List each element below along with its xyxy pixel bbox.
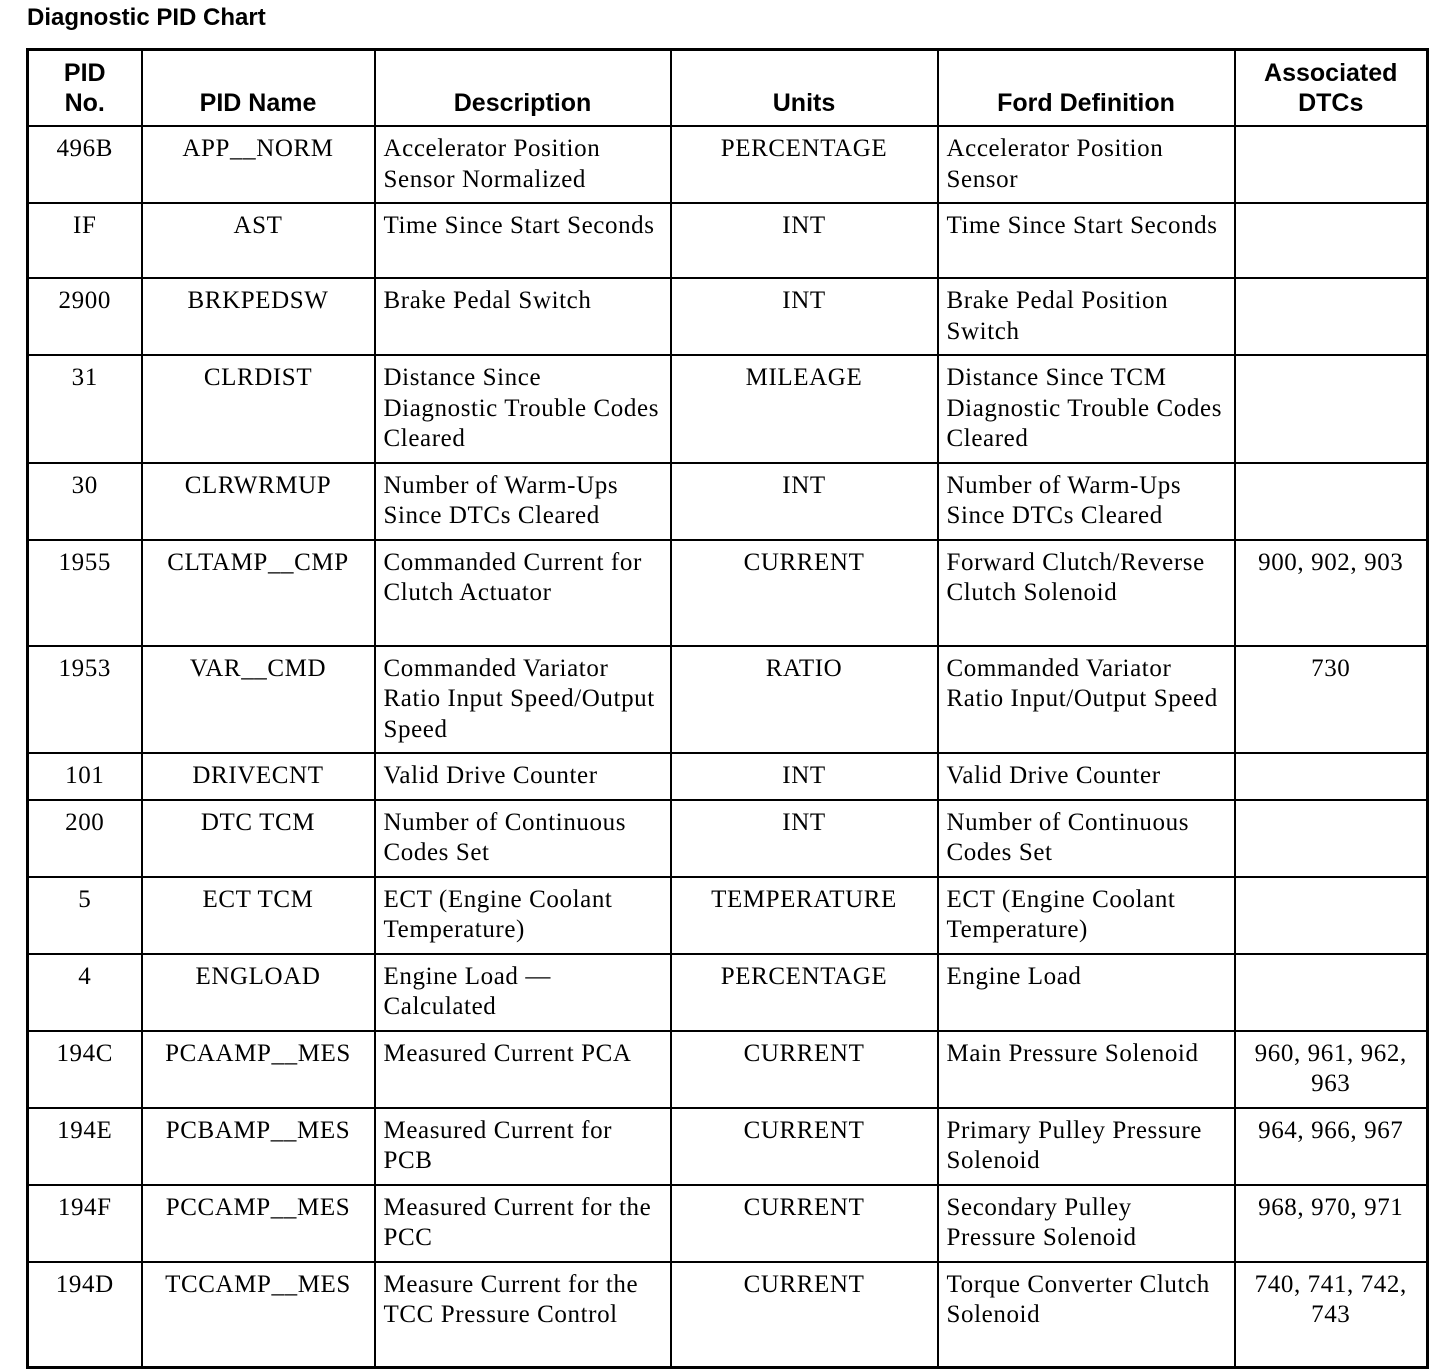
ford-definition-cell: Distance Since TCM Diagnostic Trouble Codes Cleared xyxy=(938,355,1235,463)
dtcs-cell xyxy=(1235,126,1428,203)
ford-definition-cell: Engine Load xyxy=(938,954,1235,1031)
pid-name-cell: DTC TCM xyxy=(142,800,375,877)
units-cell: PERCENTAGE xyxy=(671,954,938,1031)
units-cell: CURRENT xyxy=(671,1108,938,1185)
description-cell: Distance Since Diagnostic Trouble Codes Cleared xyxy=(375,355,671,463)
ford-definition-cell: Number of Continuous Codes Set xyxy=(938,800,1235,877)
pid-name-cell: CLTAMP__CMP xyxy=(142,540,375,646)
dtcs-cell: 968, 970, 971 xyxy=(1235,1185,1428,1262)
pid-table xyxy=(26,48,1429,1369)
pid-cell: 2900 xyxy=(28,278,142,355)
table-row xyxy=(28,1108,1428,1185)
units-cell: INT xyxy=(671,463,938,540)
ford-definition-cell: Main Pressure Solenoid xyxy=(938,1031,1235,1108)
header-associated-dtcs: Associated DTCs xyxy=(1235,50,1428,127)
ford-definition-cell: Torque Converter Clutch Solenoid xyxy=(938,1262,1235,1368)
table-row xyxy=(28,463,1428,540)
pid-cell: 194F xyxy=(28,1185,142,1262)
dtcs-cell xyxy=(1235,463,1428,540)
table-row xyxy=(28,1185,1428,1262)
ford-definition-cell: Commanded Variator Ratio Input/Output Speed xyxy=(938,646,1235,754)
ford-definition-cell: ECT (Engine Coolant Temperature) xyxy=(938,877,1235,954)
description-cell: Measure Current for the TCC Pressure Control xyxy=(375,1262,671,1368)
header-pid-no-text: PID No. xyxy=(63,59,106,117)
ford-definition-cell: Brake Pedal Position Switch xyxy=(938,278,1235,355)
description-cell: Valid Drive Counter xyxy=(375,753,671,800)
units-cell: CURRENT xyxy=(671,1262,938,1368)
units-cell: INT xyxy=(671,203,938,278)
pid-cell: 31 xyxy=(28,355,142,463)
units-cell: PERCENTAGE xyxy=(671,126,938,203)
header-description: Description xyxy=(375,50,671,127)
table-row xyxy=(28,954,1428,1031)
pid-name-cell: CLRWRMUP xyxy=(142,463,375,540)
units-cell: INT xyxy=(671,800,938,877)
units-cell: CURRENT xyxy=(671,540,938,646)
table-row xyxy=(28,203,1428,278)
units-cell: CURRENT xyxy=(671,1185,938,1262)
units-cell: INT xyxy=(671,278,938,355)
dtcs-cell xyxy=(1235,278,1428,355)
table-row xyxy=(28,800,1428,877)
units-cell: INT xyxy=(671,753,938,800)
pid-name-cell: ECT TCM xyxy=(142,877,375,954)
dtcs-cell: 960, 961, 962, 963 xyxy=(1235,1031,1428,1108)
table-row xyxy=(28,126,1428,203)
pid-name-cell: PCAAMP__MES xyxy=(142,1031,375,1108)
ford-definition-cell: Valid Drive Counter xyxy=(938,753,1235,800)
ford-definition-cell: Number of Warm-Ups Since DTCs Cleared xyxy=(938,463,1235,540)
ford-definition-cell: Time Since Start Seconds xyxy=(938,203,1235,278)
dtcs-cell xyxy=(1235,800,1428,877)
description-cell: Measured Current for PCB xyxy=(375,1108,671,1185)
pid-name-cell: AST xyxy=(142,203,375,278)
description-cell: Commanded Current for Clutch Actuator xyxy=(375,540,671,646)
description-cell: ECT (Engine Coolant Temperature) xyxy=(375,877,671,954)
description-cell: Number of Continuous Codes Set xyxy=(375,800,671,877)
pid-name-cell: TCCAMP__MES xyxy=(142,1262,375,1368)
dtcs-cell xyxy=(1235,355,1428,463)
table-row xyxy=(28,753,1428,800)
description-cell: Brake Pedal Switch xyxy=(375,278,671,355)
pid-name-cell: VAR__CMD xyxy=(142,646,375,754)
pid-name-cell: APP__NORM xyxy=(142,126,375,203)
pid-cell: 5 xyxy=(28,877,142,954)
description-cell: Measured Current PCA xyxy=(375,1031,671,1108)
header-units: Units xyxy=(671,50,938,127)
units-cell: RATIO xyxy=(671,646,938,754)
ford-definition-cell: Secondary Pulley Pressure Solenoid xyxy=(938,1185,1235,1262)
dtcs-cell xyxy=(1235,753,1428,800)
description-cell: Engine Load — Calculated xyxy=(375,954,671,1031)
dtcs-cell: 964, 966, 967 xyxy=(1235,1108,1428,1185)
pid-cell: 1955 xyxy=(28,540,142,646)
pid-cell: IF xyxy=(28,203,142,278)
pid-cell: 194C xyxy=(28,1031,142,1108)
description-cell: Measured Current for the PCC xyxy=(375,1185,671,1262)
pid-cell: 194D xyxy=(28,1262,142,1368)
dtcs-cell: 730 xyxy=(1235,646,1428,754)
pid-cell: 101 xyxy=(28,753,142,800)
ford-definition-cell: Accelerator Position Sensor xyxy=(938,126,1235,203)
units-cell: MILEAGE xyxy=(671,355,938,463)
pid-cell: 1953 xyxy=(28,646,142,754)
dtcs-cell: 740, 741, 742, 743 xyxy=(1235,1262,1428,1368)
dtcs-cell: 900, 902, 903 xyxy=(1235,540,1428,646)
dtcs-cell xyxy=(1235,877,1428,954)
pid-name-cell: ENGLOAD xyxy=(142,954,375,1031)
header-row xyxy=(28,50,1428,127)
header-ford-definition: Ford Definition xyxy=(938,50,1235,127)
description-cell: Number of Warm-Ups Since DTCs Cleared xyxy=(375,463,671,540)
pid-name-cell: DRIVECNT xyxy=(142,753,375,800)
table-row xyxy=(28,540,1428,646)
table-row xyxy=(28,1031,1428,1108)
table-row xyxy=(28,646,1428,754)
header-pid-name: PID Name xyxy=(142,50,375,127)
pid-name-cell: PCBAMP__MES xyxy=(142,1108,375,1185)
ford-definition-cell: Primary Pulley Pressure Solenoid xyxy=(938,1108,1235,1185)
pid-name-cell: BRKPEDSW xyxy=(142,278,375,355)
header-pid-no xyxy=(28,50,142,127)
pid-cell: 200 xyxy=(28,800,142,877)
pid-name-cell: PCCAMP__MES xyxy=(142,1185,375,1262)
table-row xyxy=(28,278,1428,355)
dtcs-cell xyxy=(1235,203,1428,278)
units-cell: TEMPERATURE xyxy=(671,877,938,954)
dtcs-cell xyxy=(1235,954,1428,1031)
description-cell: Time Since Start Seconds xyxy=(375,203,671,278)
pid-cell: 30 xyxy=(28,463,142,540)
pid-name-cell: CLRDIST xyxy=(142,355,375,463)
table-row xyxy=(28,877,1428,954)
ford-definition-cell: Forward Clutch/Reverse Clutch Solenoid xyxy=(938,540,1235,646)
pid-cell: 496B xyxy=(28,126,142,203)
units-cell: CURRENT xyxy=(671,1031,938,1108)
pid-cell: 4 xyxy=(28,954,142,1031)
table-row xyxy=(28,1262,1428,1368)
page-title: Diagnostic PID Chart xyxy=(27,4,266,31)
table-row xyxy=(28,355,1428,463)
description-cell: Accelerator Position Sensor Normalized xyxy=(375,126,671,203)
description-cell: Commanded Variator Ratio Input Speed/Output Speed xyxy=(375,646,671,754)
pid-cell: 194E xyxy=(28,1108,142,1185)
